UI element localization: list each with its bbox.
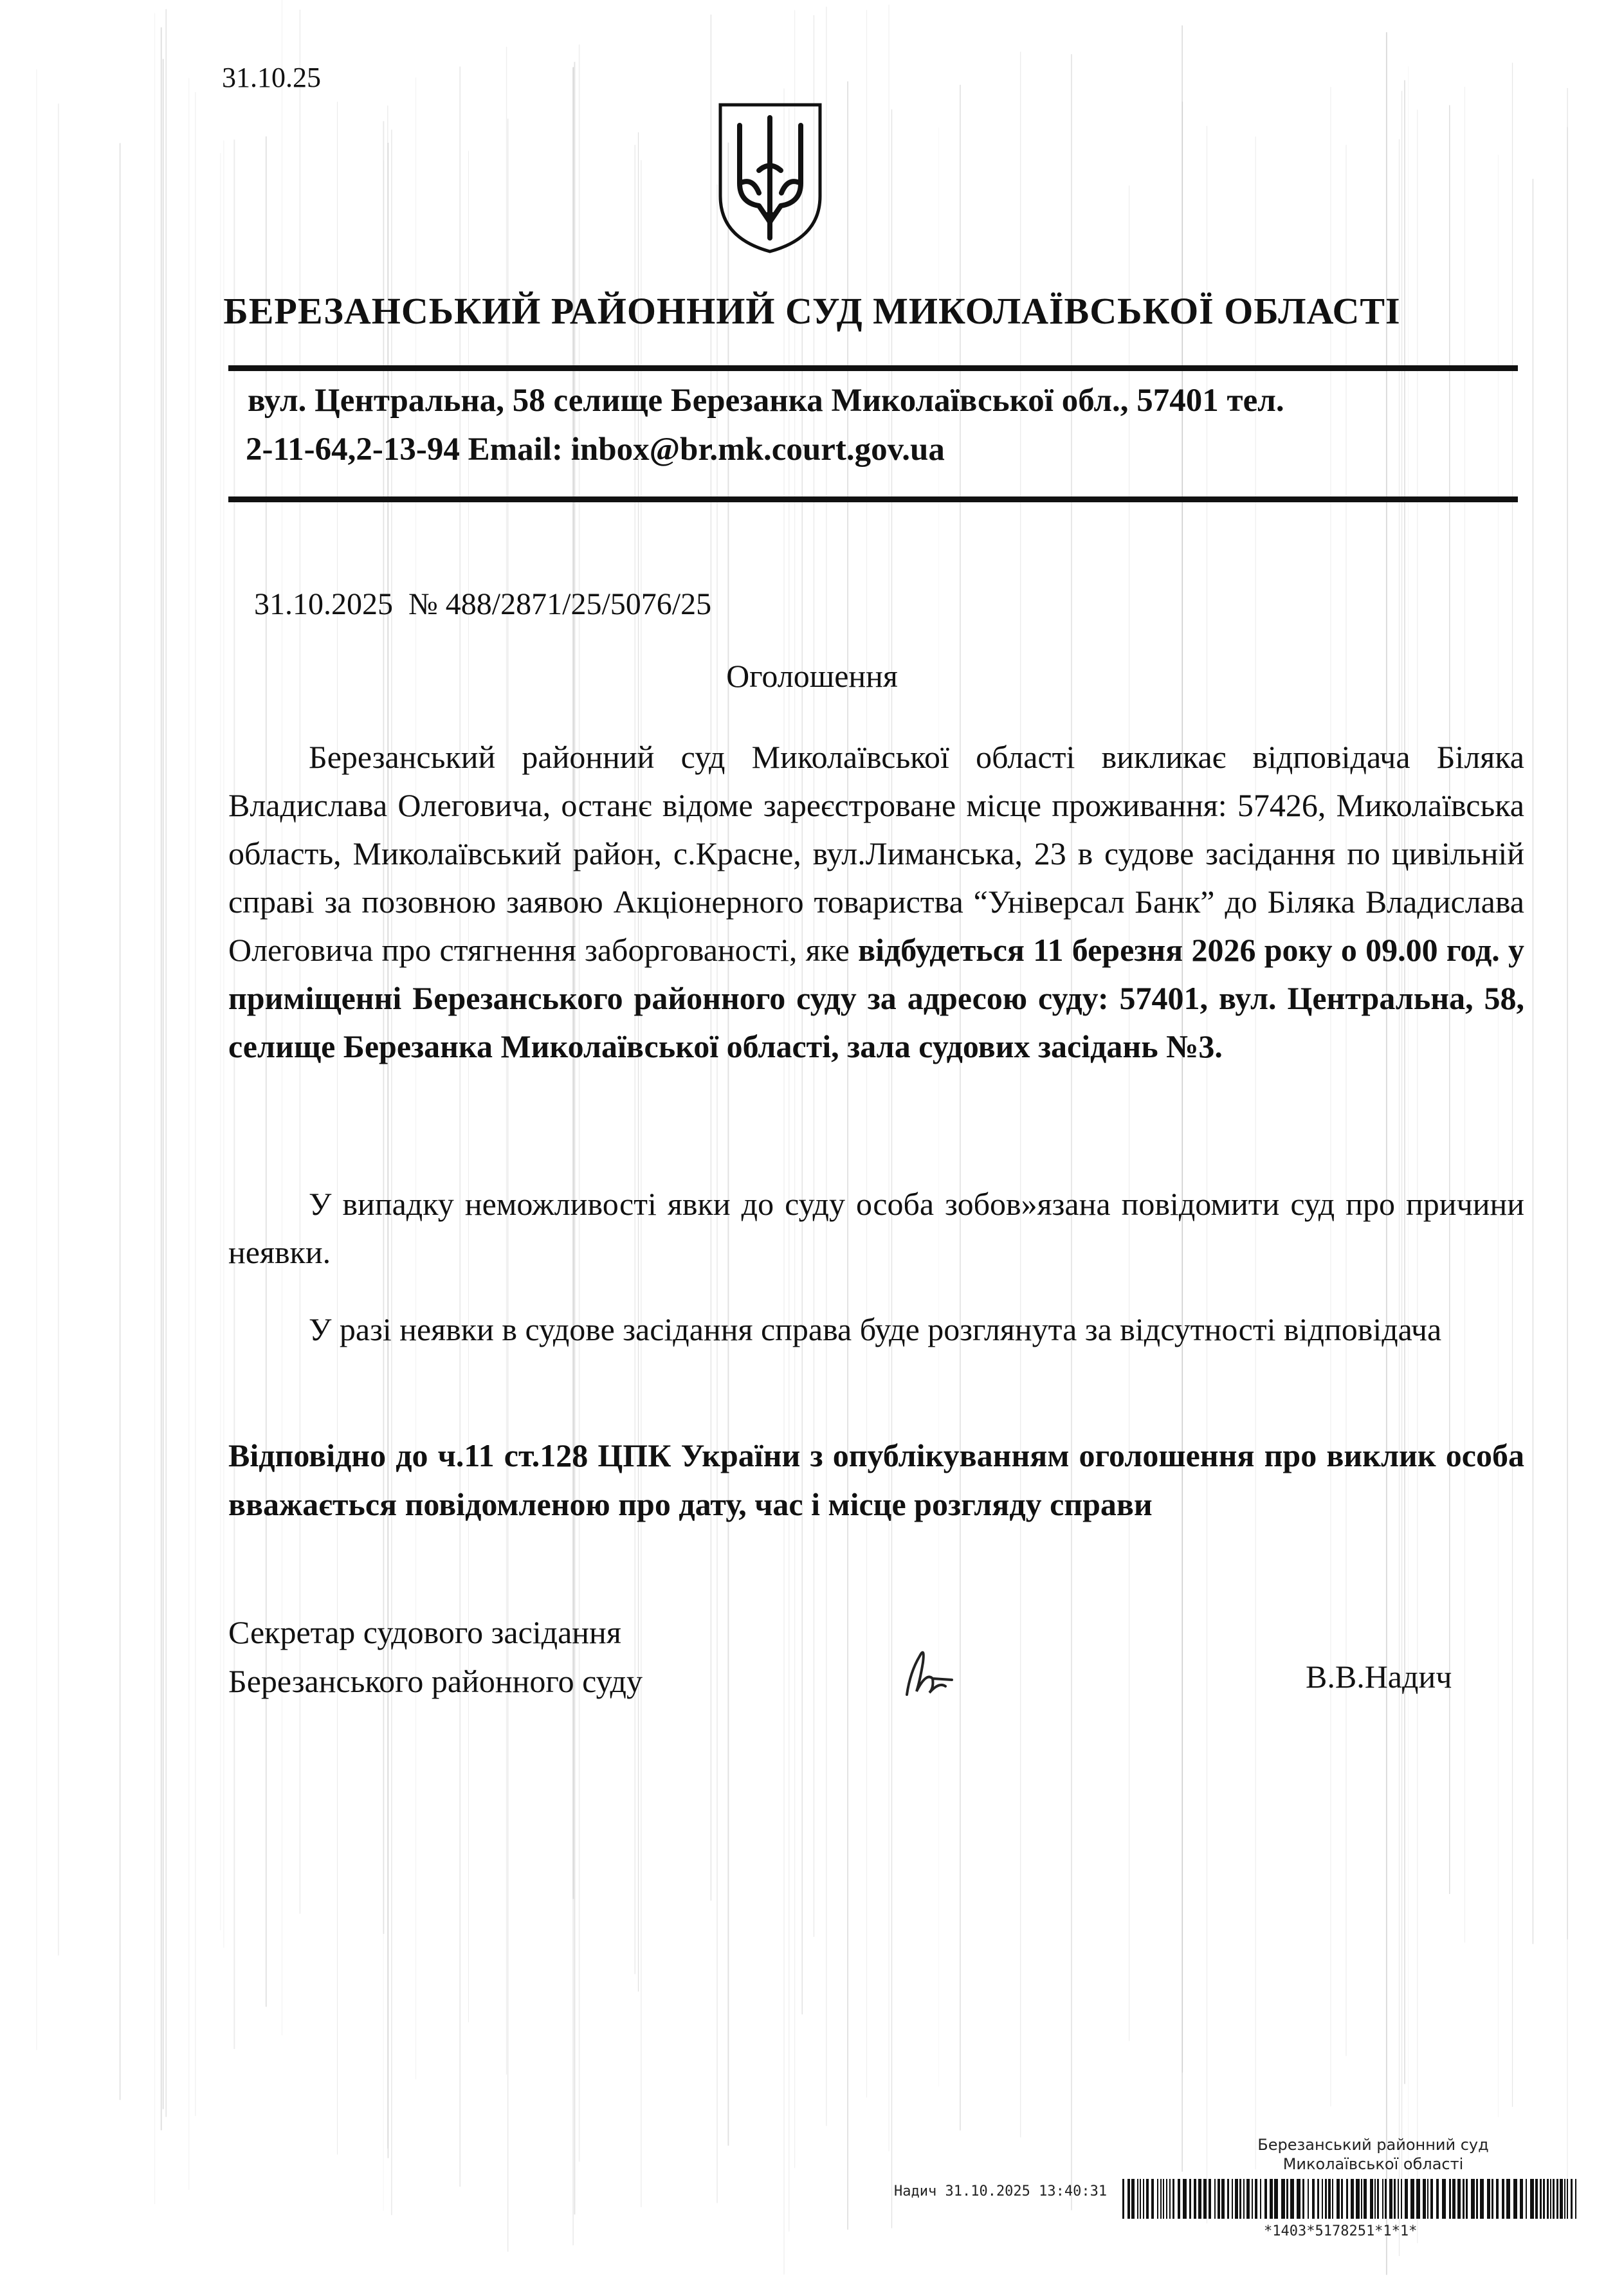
address-line-2: 2-11-64,2-13-94 Email: inbox@br.mk.court.gov.ua — [246, 432, 945, 468]
header-rule-bottom — [228, 496, 1518, 502]
signature-role — [228, 1608, 643, 1706]
court-name-heading: БЕРЕЗАНСЬКИЙ РАЙОННИЙ СУД МИКОЛАЇВСЬКОЇ ОБЛАСТІ — [223, 290, 1401, 332]
coat-of-arms-emblem — [714, 100, 826, 254]
hearing-details: відбудеться 11 березня 2026 року о 09.00 год. у приміщенні Березанського районного суду за адресою суду: 57401, вул. Центральна, 58, селище Березанка Миколаївської області, зала судових засідань №3. — [228, 932, 1525, 1064]
notice-paragraph-summons — [228, 733, 1524, 1071]
reference-number: № 488/2871/25/5076/25 — [408, 587, 712, 621]
handwritten-signature — [894, 1634, 958, 1704]
role-line-1: Секретар судового засідання — [228, 1614, 621, 1650]
absence-consequence-text: У разі неявки в судове засідання справа буде розглянута за відсутності відповідача — [309, 1311, 1442, 1347]
reference-date: 31.10.2025 — [254, 587, 393, 621]
address-line-1: вул. Центральна, 58 селище Березанка Миколаївської обл., 57401 тел. — [248, 383, 1284, 419]
summons-text: Березанський районний суд Миколаївської області викликає відповідача Біляка Владислава Олеговича, останє відоме зареєстроване місце проживання: 57426, Миколаївська область, Миколаївський район, с.Красне, вул.Лиманська, 23 в судове засідання по цивільній справі за позовною заявою Акціонерного товариства “Універсал Банк” до Біляка Владислава Олеговича про стягнення заборгованості, яке — [228, 739, 1524, 968]
registration-stamp-court — [1232, 2135, 1515, 2174]
barcode — [1122, 2179, 1579, 2219]
notice-paragraph-absence-consequence — [228, 1306, 1524, 1354]
notice-title: Оголошення — [726, 658, 898, 694]
header-rule-top — [228, 365, 1518, 371]
absence-duty-text: У випадку неможливості явки до суду особа зобов»язана повідомити суд про причини неявки. — [228, 1186, 1524, 1270]
court-address — [248, 376, 1489, 474]
document-reference — [254, 587, 711, 622]
notice-paragraph-absence-duty — [228, 1180, 1524, 1277]
stamp-court-line-2: Миколаївської області — [1282, 2155, 1464, 2173]
role-line-2: Березанського районного суду — [228, 1663, 643, 1699]
signer-name: В.В.Надич — [1306, 1659, 1452, 1695]
stamp-court-line-1: Березанський районний суд — [1257, 2136, 1489, 2154]
barcode-number: *1403*5178251*1*1* — [1264, 2223, 1418, 2239]
top-date: 31.10.25 — [222, 62, 321, 93]
notice-paragraph-legal-basis: Відповідно до ч.11 ст.128 ЦПК України з опублікуванням оголошення про виклик особа вважається повідомленою про дату, час і місце розгляду справи — [228, 1437, 1524, 1522]
registration-stamp-meta: Надич 31.10.2025 13:40:31 — [894, 2183, 1108, 2199]
